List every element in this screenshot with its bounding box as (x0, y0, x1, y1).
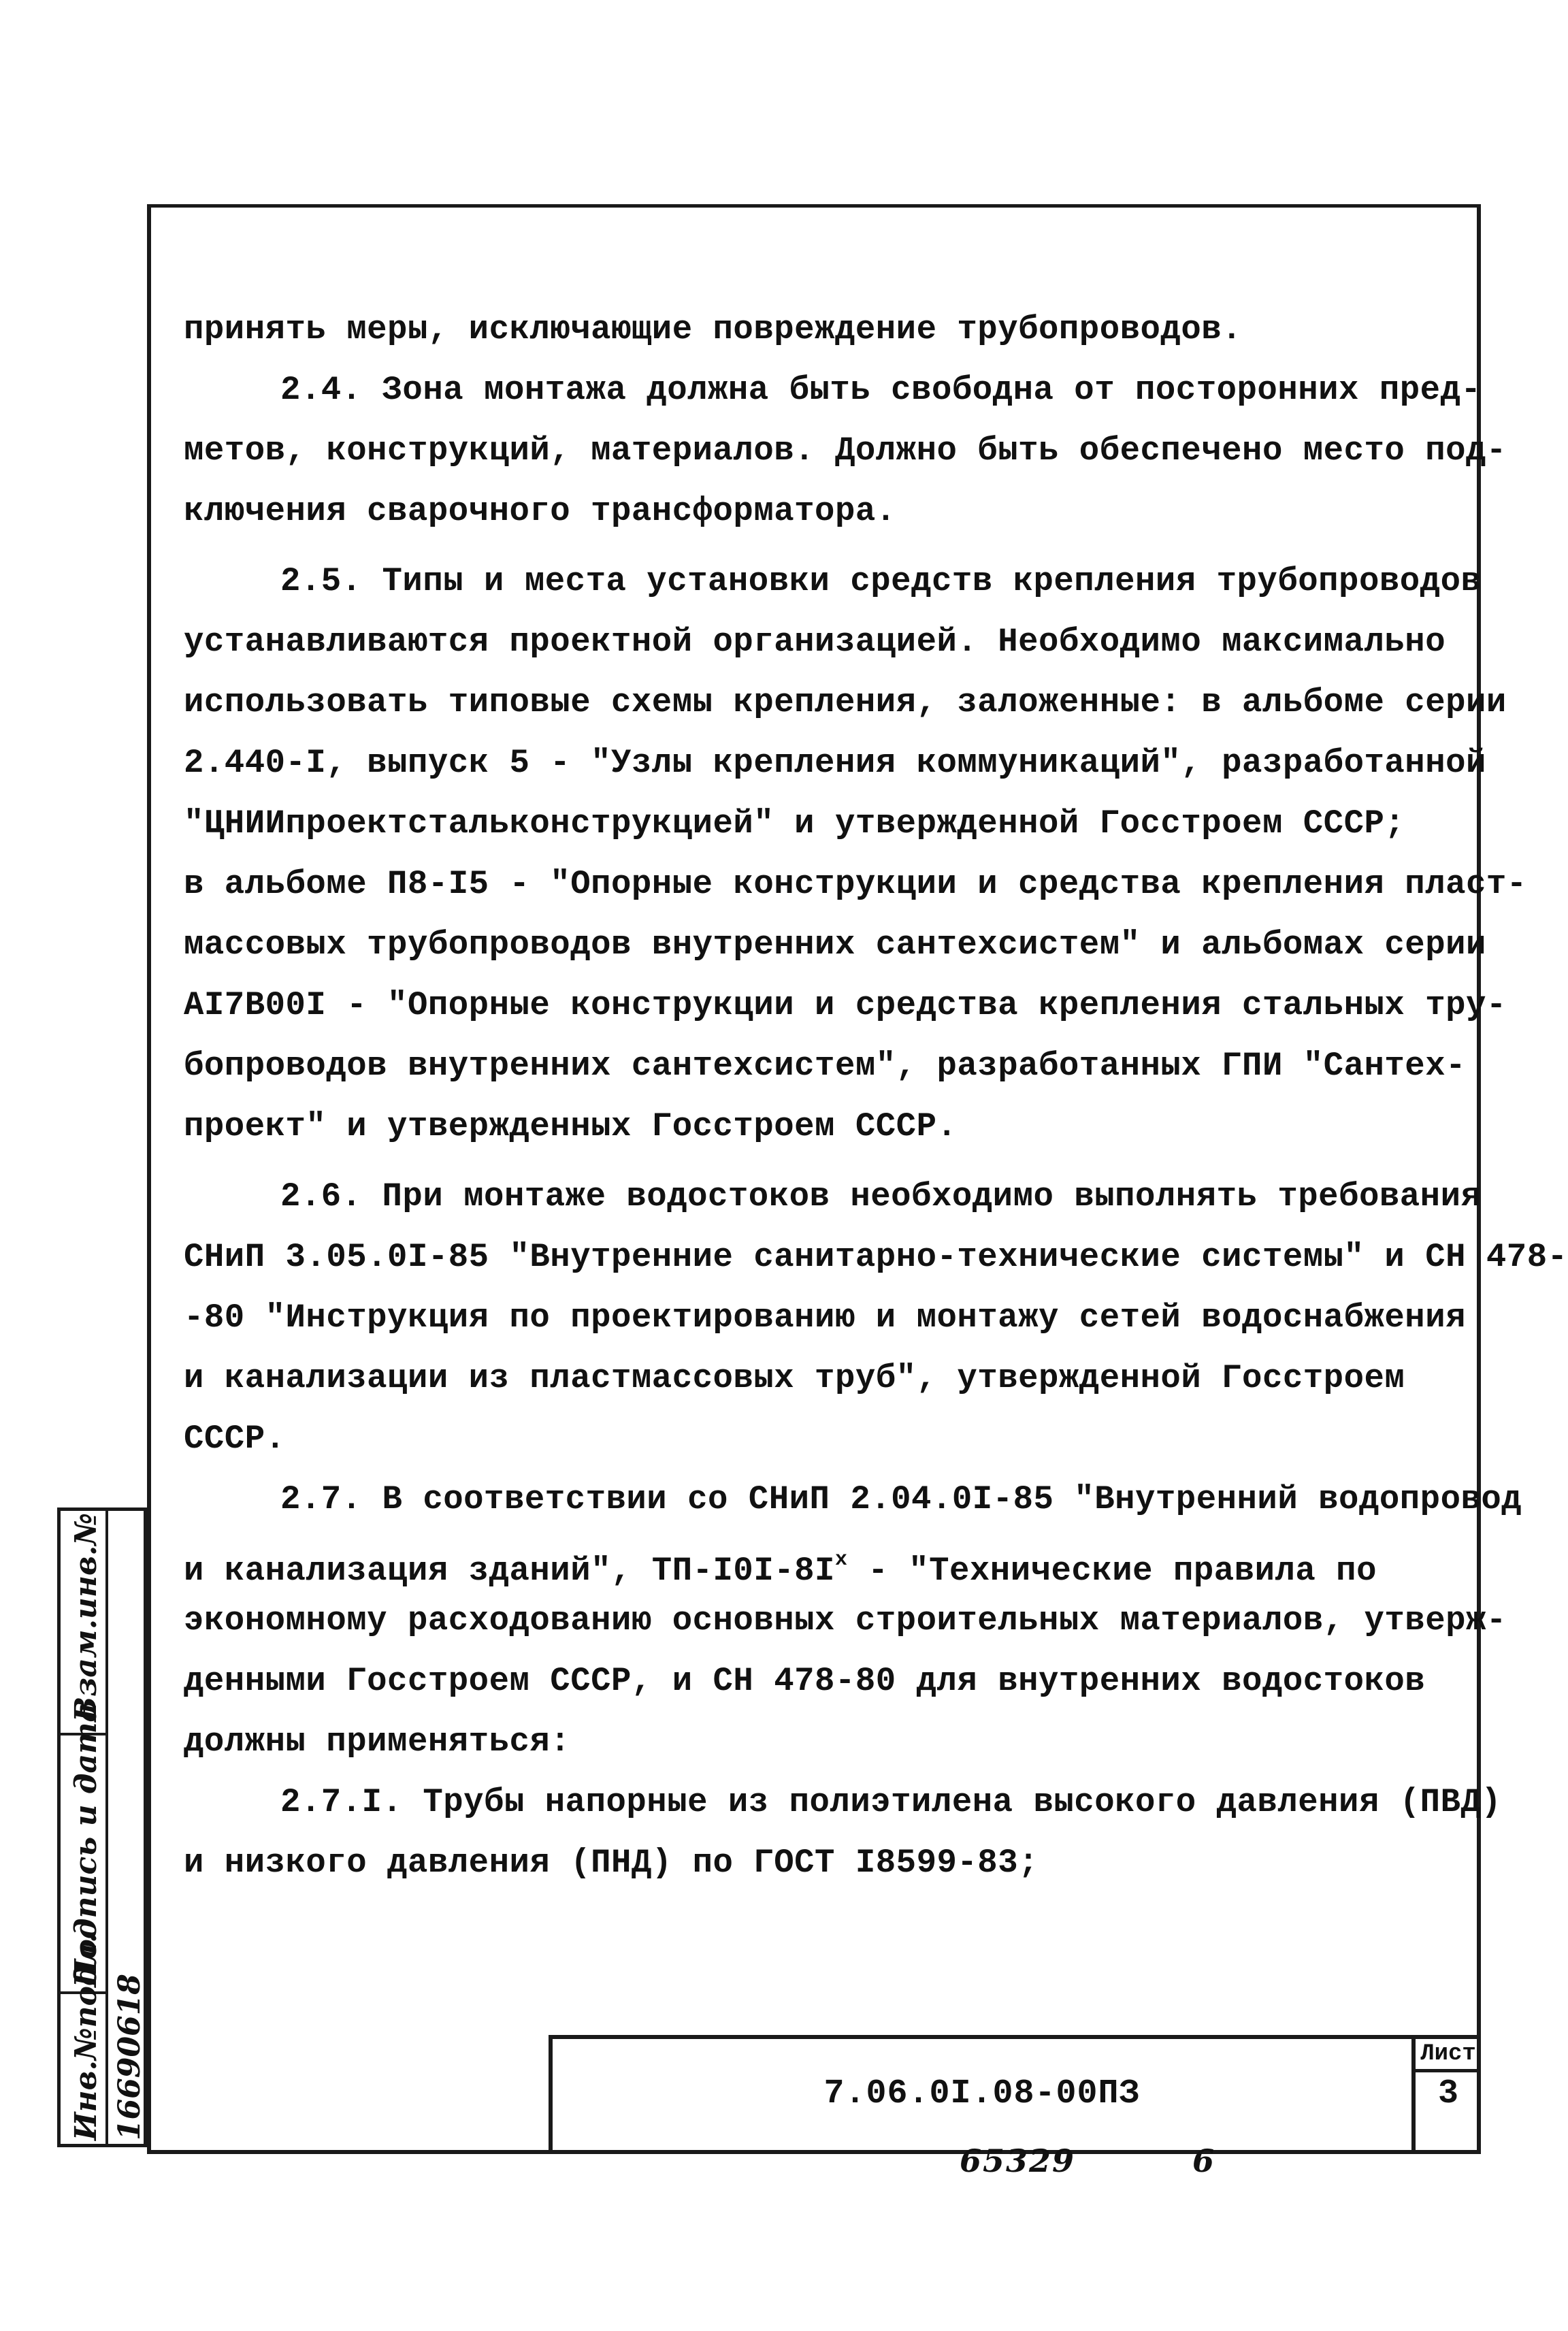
text-line-content: должны применяться: (184, 1723, 571, 1761)
text-line-tail: - "Технические правила по (847, 1552, 1377, 1590)
superscript-mark: x (834, 1548, 848, 1571)
text-line-content: СНиП 3.05.0I-85 "Внутренние санитарно-технические системы" и СН 478- (184, 1238, 1568, 1276)
text-line-content: ключения сварочного трансформатора. (184, 492, 896, 530)
sheet-label: Лист (1416, 2039, 1481, 2072)
archive-copy-number: 6 (1192, 2142, 1215, 2179)
text-line-content: принять меры, исключающие повреждение трубопроводов. (184, 310, 1243, 348)
title-block (549, 2035, 1411, 2154)
text-line-content: СССР. (184, 1420, 286, 1458)
text-line-content: -80 "Инструкция по проектированию и монтажу сетей водоснабжения (184, 1299, 1467, 1337)
side-stamp-value-column (108, 1511, 147, 2144)
sheet-cell (1411, 2035, 1481, 2154)
text-line (184, 612, 1470, 672)
text-line (184, 1036, 1470, 1096)
text-line-content: 2.7. В соответствии со СНиП 2.04.0I-85 "Внутренний водопровод (280, 1480, 1522, 1518)
side-stamp (57, 1507, 147, 2147)
text-line (184, 1833, 1470, 1893)
text-line-content: 2.440-I, выпуск 5 - "Узлы крепления коммуникаций", разработанной (184, 744, 1486, 782)
text-line (184, 915, 1486, 975)
text-line-content: экономному расходованию основных строительных материалов, утверж- (184, 1601, 1507, 1640)
text-line (184, 1227, 1568, 1288)
text-line (184, 672, 1507, 733)
text-line (184, 1469, 1522, 1530)
text-line (184, 1591, 1507, 1651)
original-inventory-label: Инв.№подл. (69, 1932, 103, 2140)
text-line-content: использовать типовые схемы крепления, заложенные: в альбоме серии (184, 683, 1507, 721)
text-line-content: и канализации из пластмассовых труб", утвержденной Госстроем (184, 1359, 1405, 1397)
text-line-content: и низкого давления (ПНД) по ГОСТ I8599-83; (184, 1844, 1039, 1882)
text-line-content: и канализация зданий", ТП-I0I-8I (184, 1552, 835, 1590)
signature-date-label: Подпись и дата (69, 1702, 103, 1987)
text-line (184, 1409, 1470, 1469)
text-line (184, 975, 1507, 1036)
text-line-content: 2.7.I. Трубы напорные из полиэтилена высокого давления (ПВД) (280, 1783, 1502, 1821)
side-stamp-label-column (61, 1511, 108, 2144)
text-line (184, 733, 1486, 794)
text-line-content: метов, конструкций, материалов. Должно быть обеспечено место под- (184, 431, 1507, 470)
text-line (184, 1712, 1470, 1772)
original-inventory-number: 16690618 (112, 1974, 147, 2140)
text-line-content: 2.4. Зона монтажа должна быть свободна от посторонних пред- (280, 371, 1482, 409)
paragraph-gap (184, 542, 1470, 551)
paragraph-gap (184, 1157, 1470, 1167)
text-line-content: 2.6. При монтаже водостоков необходимо выполнять требования (280, 1177, 1482, 1216)
sheet-number: 3 (1437, 2074, 1458, 2113)
text-line (184, 1096, 1470, 1157)
text-line-content: устанавливаются проектной организацией. Необходимо максимально (184, 623, 1446, 661)
inventory-label: Взам.инв.№ (69, 1512, 103, 1722)
text-line-content: проект" и утвержденных Госстроем СССР. (184, 1107, 958, 1145)
text-line-content: бопроводов внутренних сантехсистем", разработанных ГПИ "Сантех- (184, 1047, 1467, 1085)
text-line-content: денными Госстроем СССР, и СН 478-80 для внутренних водостоков (184, 1662, 1426, 1700)
text-line (184, 299, 1470, 360)
text-line (184, 794, 1470, 854)
document-code: 7.06.0I.08-00ПЗ (823, 2074, 1141, 2113)
text-line-content: в альбоме П8-I5 - "Опорные конструкции и средства крепления пласт- (184, 865, 1527, 903)
text-line (184, 421, 1507, 481)
text-line (184, 1772, 1502, 1833)
document-body (184, 299, 1568, 1893)
text-line (184, 551, 1482, 612)
text-line (184, 1348, 1470, 1409)
text-line-content: "ЦНИИпроектстальконструкцией" и утвержденной Госстроем СССР; (184, 804, 1405, 843)
text-line (184, 854, 1527, 915)
text-line (184, 1530, 1470, 1591)
text-line (184, 481, 1470, 542)
text-line (184, 1167, 1482, 1227)
text-line (184, 360, 1482, 421)
archive-number: 65329 (960, 2142, 1076, 2179)
text-line (184, 1288, 1470, 1348)
text-line (184, 1651, 1470, 1712)
text-line-content: 2.5. Типы и места установки средств крепления трубопроводов (280, 562, 1482, 600)
text-line-content: AI7B00I - "Опорные конструкции и средства крепления стальных тру- (184, 986, 1507, 1024)
text-line-content: массовых трубопроводов внутренних сантехсистем" и альбомах серии (184, 926, 1486, 964)
